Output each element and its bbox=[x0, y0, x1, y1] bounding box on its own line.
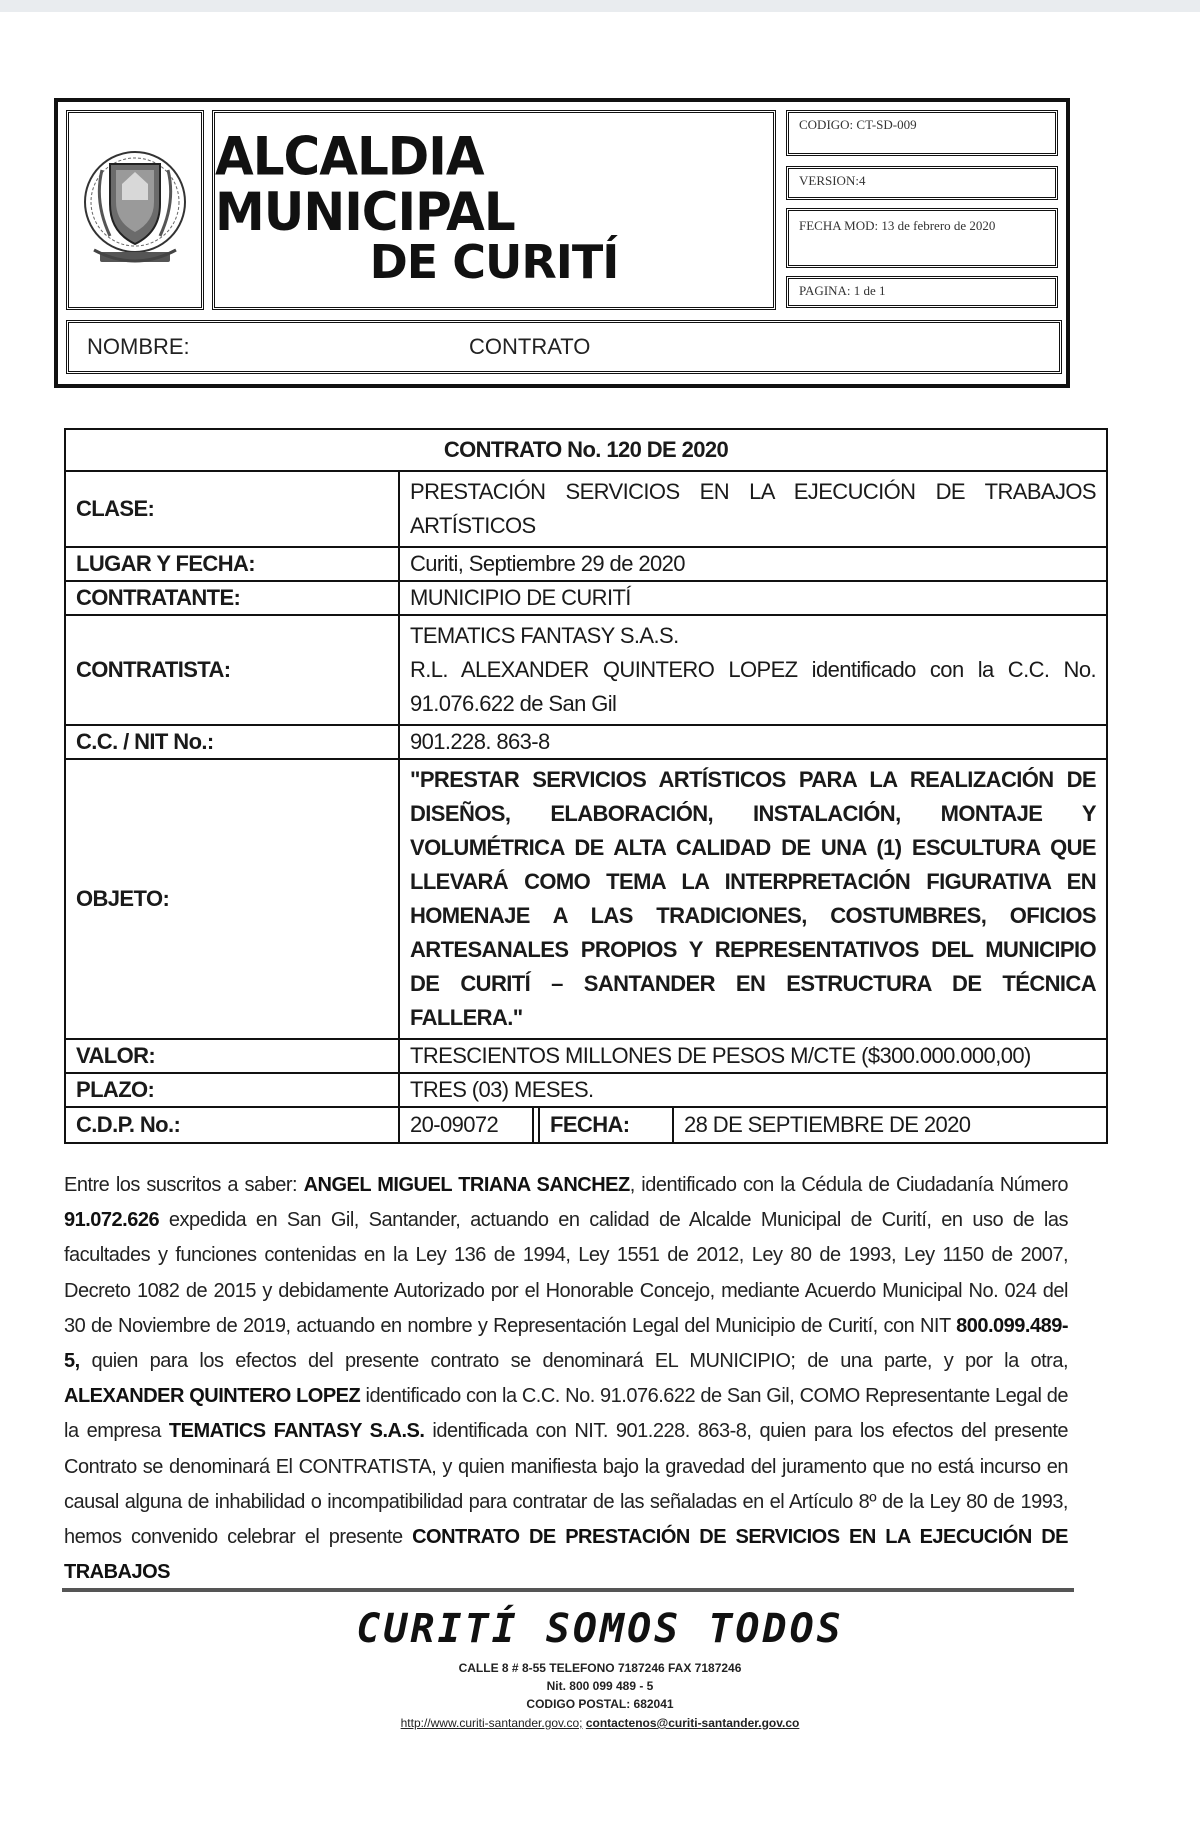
alcalde-name: ANGEL MIGUEL TRIANA SANCHEZ bbox=[303, 1174, 630, 1196]
body-text-4: quien para los efectos del presente contrato se denominará EL MUNICIPIO; de una parte, y por la otra, bbox=[79, 1350, 1068, 1373]
table-row bbox=[65, 581, 1107, 615]
body-text-6: identificada con NIT. 901.228. 863-8, quien para los efectos del presente Contrato se denominará El CONTRATISTA, y quien manifiesta bajo la gravedad del juramento que no está incurso en causal alguna de inhabilidad o incompatibilidad para contratar de las señaladas en el Artículo 8º de la Ley 80 de 1993, hemos convenido celebrar el presente bbox=[64, 1420, 1069, 1549]
municipio-nit: 800.099.489-5, bbox=[64, 1314, 1068, 1373]
alcalde-cedula: 91.072.626 bbox=[64, 1209, 160, 1232]
cdp-cell bbox=[399, 1107, 1107, 1143]
contratista-label: CONTRATISTA: bbox=[65, 615, 399, 725]
plazo-value: TRES (03) MESES. bbox=[399, 1073, 1107, 1107]
clase-value: PRESTACIÓN SERVICIOS EN LA EJECUCIÓN DE TRABAJOS ARTÍSTICOS bbox=[399, 471, 1107, 547]
contratante-value: MUNICIPIO DE CURITÍ bbox=[399, 581, 1107, 615]
contratista-value bbox=[399, 615, 1107, 725]
footer-address: CALLE 8 # 8-55 TELEFONO 7187246 FAX 7187246 bbox=[458, 1661, 742, 1675]
codigo-field: CODIGO: CT-SD-009 bbox=[786, 110, 1058, 156]
municipal-shield-emblem-icon bbox=[80, 140, 190, 280]
nit-value: 901.228. 863-8 bbox=[399, 725, 1107, 759]
table-row bbox=[65, 429, 1107, 471]
cdp-fecha-value: 28 DE SEPTIEMBRE DE 2020 bbox=[684, 1112, 971, 1137]
table-row bbox=[65, 1039, 1107, 1073]
table-row bbox=[65, 725, 1107, 759]
cdp-fecha-label: FECHA: bbox=[538, 1108, 674, 1142]
cdp-label: C.D.P. No.: bbox=[65, 1107, 399, 1143]
document-meta bbox=[786, 110, 1062, 310]
nombre-value: CONTRATO bbox=[469, 334, 591, 359]
institution-subtitle: DE CURITÍ bbox=[369, 235, 619, 290]
footer-motto: CURITÍ SOMOS TODOS bbox=[356, 1606, 844, 1652]
email-link[interactable]: contactenos@curiti-santander.gov.co bbox=[585, 1716, 800, 1730]
table-row bbox=[65, 1107, 1107, 1143]
body-text-5: identificado con la C.C. No. 91.076.622 de San Gil, COMO Representante Legal de la empresa bbox=[64, 1385, 1069, 1443]
website-link[interactable]: http://www.curiti-santander.gov.co; bbox=[400, 1716, 583, 1730]
document-header bbox=[54, 98, 1070, 388]
body-text-2: , identificado con la Cédula de Ciudadanía Número bbox=[629, 1174, 1068, 1196]
valor-value: TRESCIENTOS MILLONES DE PESOS M/CTE ($300.000.000,00) bbox=[399, 1039, 1107, 1073]
fecha-mod-field: FECHA MOD: 13 de febrero de 2020 bbox=[786, 208, 1058, 268]
contratista-name: ALEXANDER QUINTERO LOPEZ bbox=[64, 1385, 361, 1408]
nombre-row bbox=[66, 320, 1062, 374]
plazo-label: PLAZO: bbox=[65, 1073, 399, 1107]
table-row bbox=[65, 759, 1107, 1039]
body-text-3: expedida en San Gil, Santander, actuando en calidad de Alcalde Municipal de Curití, en uso de las facultades y funciones contenidas en la Ley 136 de 1994, Ley 1551 de 2012, Ley 80 de 1993, Ley 1150 de 2007, Decreto 1082 de 2015 y debidamente Autorizado por el Honorable Concejo, mediante Acuerdo Municipal No. 024 del 30 de Noviembre de 2019, actuando en nombre y Representación Legal del Municipio de Curití, con NIT bbox=[64, 1209, 1068, 1337]
top-bar bbox=[0, 0, 1200, 12]
contract-type-bold: CONTRATO DE PRESTACIÓN DE SERVICIOS EN LA EJECUCIÓN DE TRABAJOS bbox=[64, 1526, 1068, 1584]
table-row bbox=[65, 471, 1107, 547]
footer-links bbox=[0, 1716, 1200, 1730]
contratante-label: CONTRATANTE: bbox=[65, 581, 399, 615]
nit-label: C.C. / NIT No.: bbox=[65, 725, 399, 759]
footer-nit: Nit. 800 099 489 - 5 bbox=[546, 1679, 654, 1693]
lugar-value: Curiti, Septiembre 29 de 2020 bbox=[399, 547, 1107, 581]
institution-title: ALCALDIA MUNICIPAL bbox=[215, 126, 515, 243]
company-name: TEMATICS FANTASY S.A.S. bbox=[168, 1420, 425, 1443]
contratista-company: TEMATICS FANTASY S.A.S. bbox=[410, 623, 679, 648]
footer-postal: CODIGO POSTAL: 682041 bbox=[526, 1697, 674, 1711]
lugar-label: LUGAR Y FECHA: bbox=[65, 547, 399, 581]
valor-label: VALOR: bbox=[65, 1039, 399, 1073]
footer-divider bbox=[62, 1588, 1074, 1592]
clase-label: CLASE: bbox=[65, 471, 399, 547]
version-field: VERSION:4 bbox=[786, 166, 1058, 200]
contract-heading: CONTRATO No. 120 DE 2020 bbox=[65, 429, 1107, 471]
objeto-label: OBJETO: bbox=[65, 759, 399, 1039]
nombre-label: NOMBRE: bbox=[87, 334, 190, 359]
objeto-value: "PRESTAR SERVICIOS ARTÍSTICOS PARA LA REALIZACIÓN DE DISEÑOS, ELABORACIÓN, INSTALACIÓN, MONTAJE Y VOLUMÉTRICA DE ALTA CALIDAD DE UNA (1) ESCULTURA QUE LLEVARÁ COMO TEMA LA INTERPRETACIÓN FIGURATIVA EN HOMENAJE A LAS TRADICIONES, COSTUMBRES, OFICIOS ARTESANALES PROPIOS Y REPRESENTATIVOS DEL MUNICIPIO DE CURITÍ – SANTANDER EN ESTRUCTURA DE TÉCNICA FALLERA." bbox=[399, 759, 1107, 1039]
cdp-number: 20-09072 bbox=[400, 1108, 534, 1142]
table-row bbox=[65, 615, 1107, 725]
table-row bbox=[65, 1073, 1107, 1107]
footer-contact bbox=[0, 1659, 1200, 1713]
title-box bbox=[212, 110, 776, 310]
contract-table bbox=[64, 428, 1108, 1144]
body-text-1: Entre los suscritos a saber: bbox=[64, 1174, 304, 1196]
contract-body-paragraph bbox=[64, 1168, 1068, 1590]
logo-box bbox=[66, 110, 204, 310]
contratista-representative: R.L. ALEXANDER QUINTERO LOPEZ identificado con la C.C. No. 91.076.622 de San Gil bbox=[410, 657, 1096, 716]
pagina-field: PAGINA: 1 de 1 bbox=[786, 276, 1058, 308]
table-row bbox=[65, 547, 1107, 581]
